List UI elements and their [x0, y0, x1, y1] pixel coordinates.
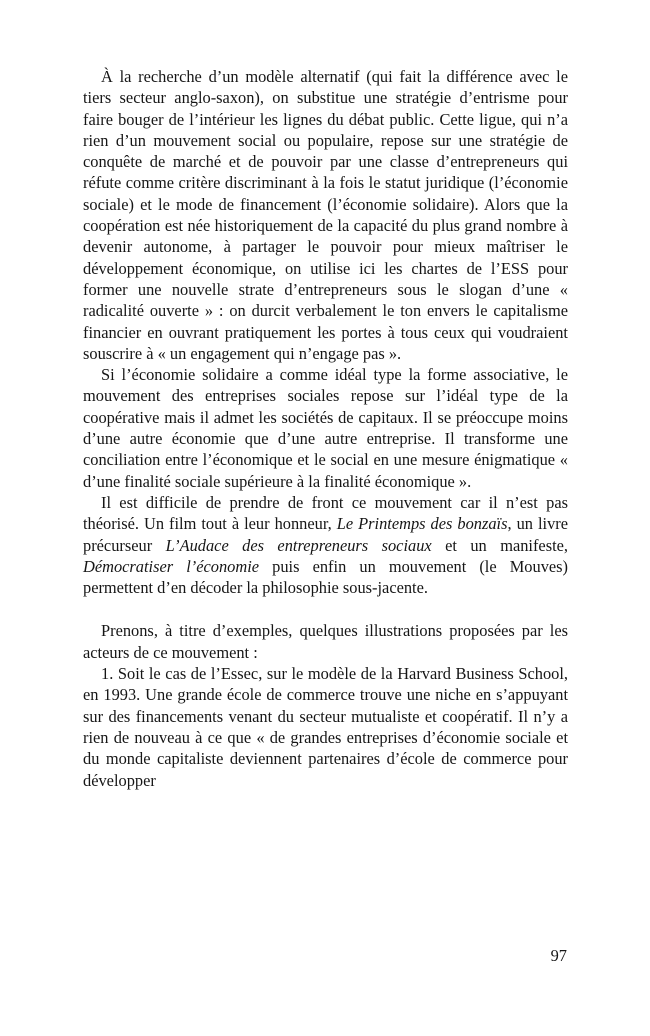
- book-title-audace-des-entrepreneurs: L’Audace des entrepreneurs sociaux: [165, 535, 432, 555]
- paragraph-1: À la recherche d’un modèle alternatif (qui fait la différence avec le tiers secteur anglo-saxon), on substitue une stratégie d’entrisme pour faire bouger de l’intérieur les lignes du débat public. Cette ligue, qui n’a rien d’un mouvement social ou populaire, repose sur une stratégie de conquête de marché et de pouvoir par une classe d’entrepreneurs qui réfute comme critère discriminant à la fois le statut juridique (l’économie sociale) et le mode de financement (l’économie solidaire). Alors que la coopération est née historiquement de la capacité du plus grand nombre à devenir autonome, à partager le pouvoir pour mieux maîtriser le développement économique, on utilise ici les chartes de l’ESS pour former une nouvelle strate d’entrepreneurs sous le slogan d’une « radicalité ouverte » : on durcit verbalement le ton envers le capitalisme financier en ouvrant pratiquement les portes à tous ceux qui voudraient souscrire à « un engagement qui n’engage pas ».: [83, 67, 568, 363]
- text-run: puis enfin un mouvement (le Mouves) permettent d’en décoder la philosophie sous-jacente.: [83, 556, 569, 598]
- paragraph-4: Prenons, à titre d’exemples, quelques illustrations proposées par les acteurs de ce mouvement :: [83, 621, 568, 662]
- page-number: 97: [550, 945, 567, 965]
- text-run: Il est difficile de prendre de front ce mouvement car il n’est pas théorisé. Un film tout à leur honneur,: [83, 492, 568, 534]
- body-text: [83, 66, 568, 791]
- paragraph-3: [83, 492, 568, 598]
- paragraph-5: 1. Soit le cas de l’Essec, sur le modèle de la Harvard Business School, en 1993. Une grande école de commerce trouve une niche en s’appuyant sur des financements venant du secteur mutualiste et coopératif. Il n’y a rien de nouveau à ce que « de grandes entreprises d’économie sociale et du monde capitaliste deviennent partenaires d’école de commerce pour développer: [83, 664, 568, 790]
- book-title-democratiser-economie: Démocratiser l’économie: [83, 556, 260, 576]
- text-run: , un livre précurseur: [83, 514, 568, 555]
- paragraph-2: Si l’économie solidaire a comme idéal type la forme associative, le mouvement des entreprises sociales repose sur l’idéal type de la coopérative mais il admet les sociétés de capitaux. Il se préoccupe moins d’une autre économie que d’une autre entreprise. Il transforme une conciliation entre l’économique et le social en une mesure énigmatique « d’une finalité sociale supérieure à la finalité économique ».: [83, 365, 568, 491]
- text-run: et un manifeste,: [431, 535, 569, 555]
- book-title-printemps-des-bonzais: Le Printemps des bonzaïs: [336, 514, 508, 534]
